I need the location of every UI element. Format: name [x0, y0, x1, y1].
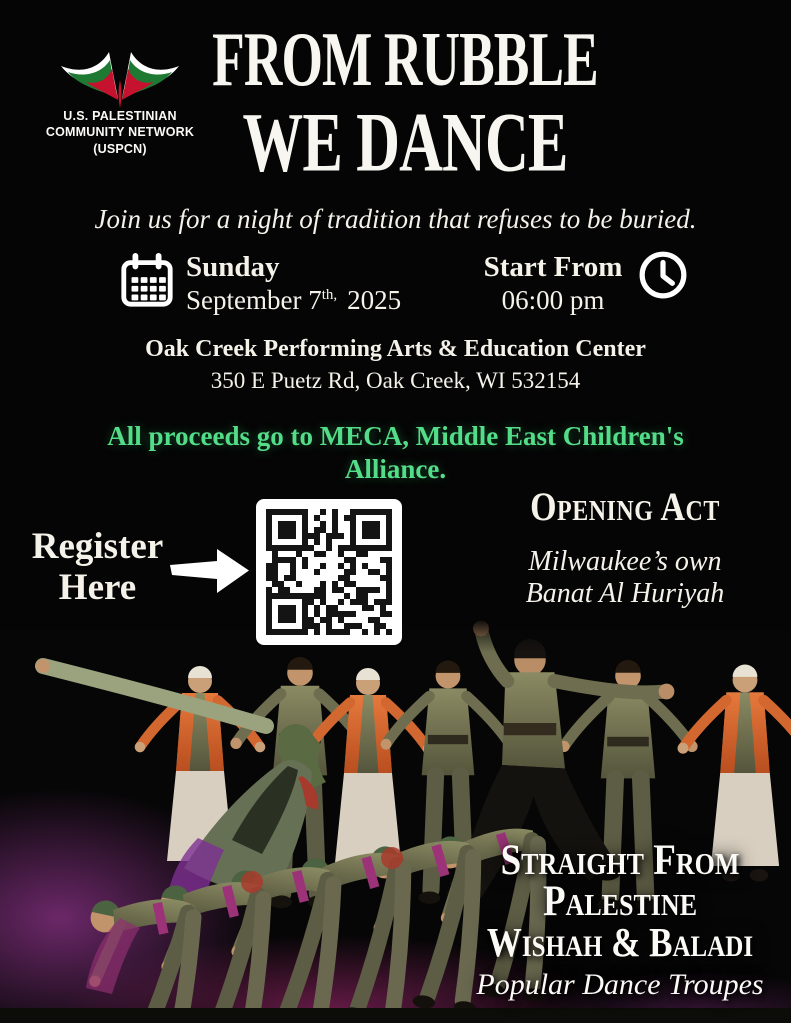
logo-org-line3: (USPCN) [93, 141, 147, 156]
donation-note [0, 420, 791, 486]
event-title [190, 14, 620, 190]
date-text: September 7 [186, 284, 322, 315]
clock-icon [638, 250, 688, 305]
start-time-block [468, 252, 638, 318]
tagline: Join us for a night of tradition that refuses to be buried. [94, 204, 697, 234]
right-arrow-icon [170, 548, 250, 599]
uspcn-logo [40, 36, 200, 157]
main-act-block [450, 836, 790, 1002]
opening-act-block [465, 486, 785, 610]
main-act-line1: Straight From [500, 836, 740, 885]
main-act-line2: Palestine [542, 877, 698, 926]
main-act-line3: Wishah & Baladi [486, 919, 754, 966]
donation-line2: Alliance. [344, 453, 447, 484]
event-day: Sunday [186, 251, 280, 283]
venue-address: 350 E Puetz Rd, Oak Creek, WI 532154 [210, 368, 581, 393]
date-superscript: th, [321, 286, 338, 303]
main-act-subtitle: Popular Dance Troupes [476, 968, 764, 1001]
register-word2: Here [58, 567, 137, 609]
event-schedule [186, 252, 401, 316]
opening-act-line2: Banat Al Huriyah [525, 578, 725, 610]
title-line-1: FROM RUBBLE [212, 15, 598, 103]
qr-pattern [266, 509, 392, 635]
event-date [186, 284, 401, 316]
donation-line1: All proceeds go to MECA, Middle East Children's [107, 421, 684, 451]
uspcn-wings-icon [59, 36, 181, 108]
logo-org-line2: COMMUNITY NETWORK [45, 125, 195, 140]
start-label: Start From [483, 251, 623, 283]
logo-org-line1: U.S. PALESTINIAN [63, 109, 177, 123]
start-time: 06:00 pm [501, 284, 605, 315]
venue-name: Oak Creek Performing Arts & Education Center [145, 336, 646, 362]
qr-code [256, 499, 402, 645]
date-year: 2025 [347, 284, 402, 315]
register-label [5, 526, 190, 609]
opening-act-heading: Opening Act [530, 486, 720, 530]
title-line-2: WE DANCE [242, 96, 568, 190]
register-word1: Register [31, 526, 164, 567]
calendar-icon [118, 252, 176, 315]
opening-act-line1: Milwaukee’s own [528, 546, 722, 577]
